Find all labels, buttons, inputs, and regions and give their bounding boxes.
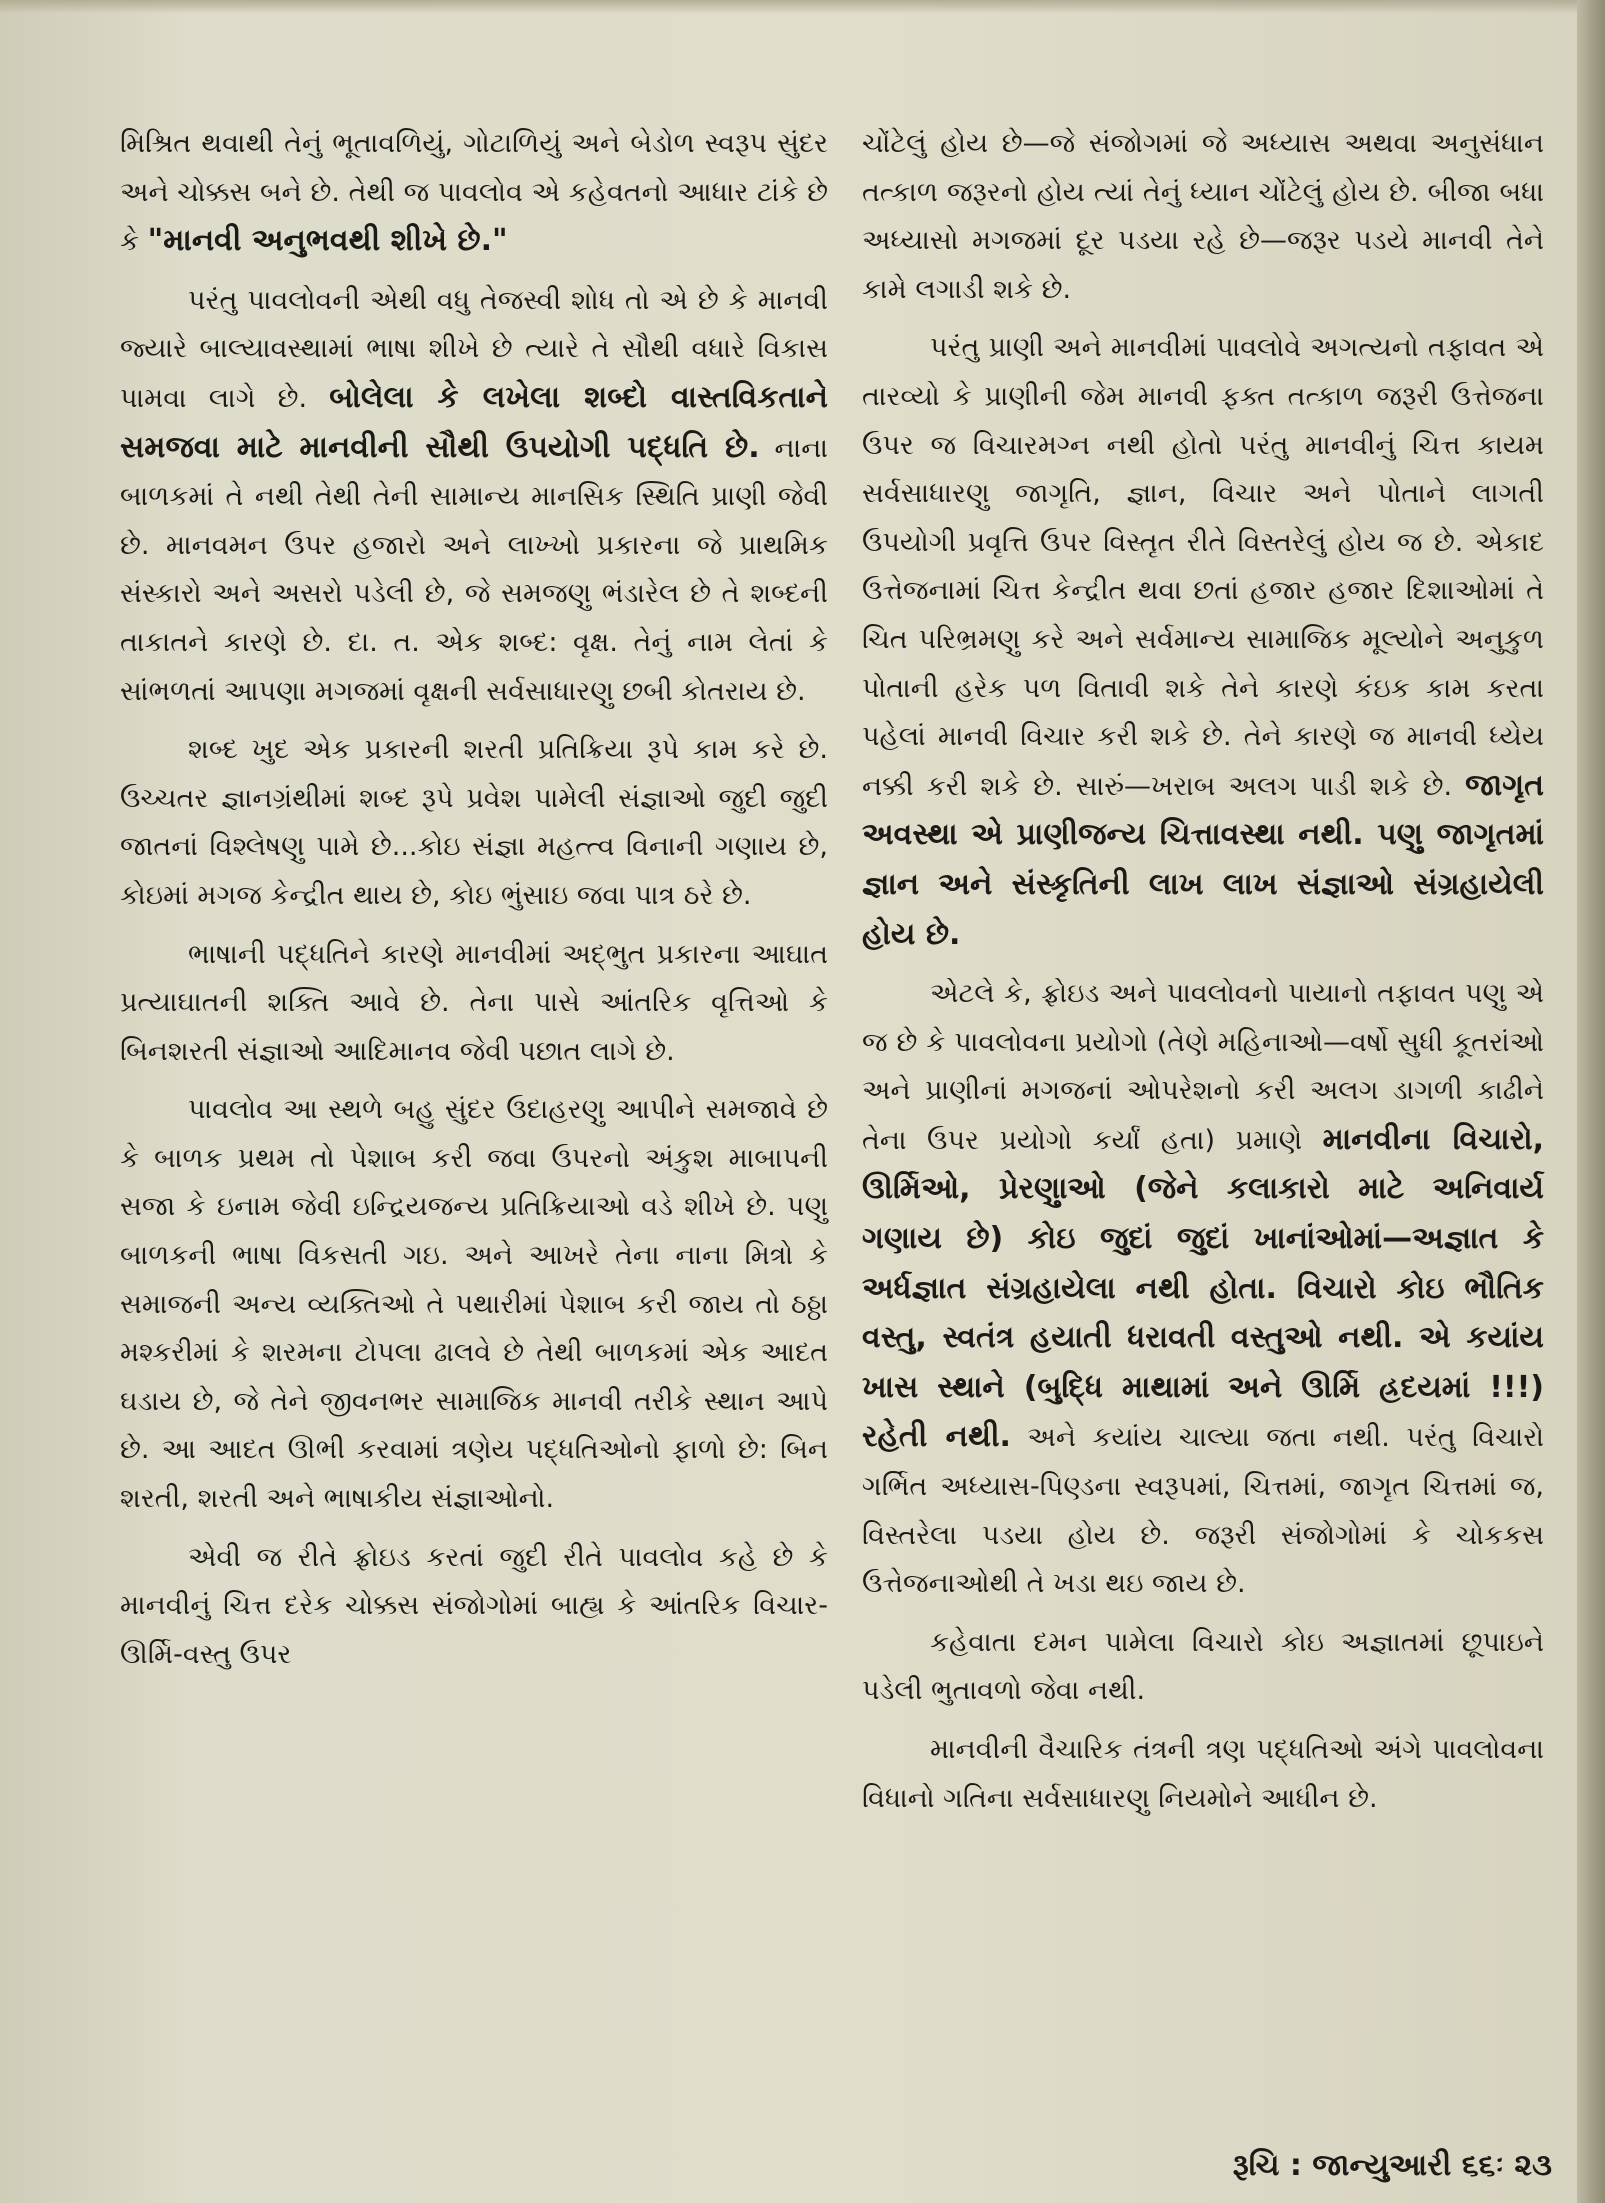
page-top-edge xyxy=(0,0,1605,14)
paragraph: મિશ્રિત થવાથી તેનું ભૂતાવળિયું, ગોટાળિયું અને બેડોળ સ્વરૂપ સુંદર અને ચોક્કસ બને છે. તેથી જ પાવલોવ એ કહેવતનો આધાર ટાંકે છે કે "માનવી અનુભવથી શીખે છે." xyxy=(120,128,828,259)
paragraph: કહેવાતા દમન પામેલા વિચારો કોઇ અજ્ઞાતમાં છૂપાઇને પડેલી ભુતાવળો જેવા નથી. xyxy=(862,1626,1544,1707)
paragraph: માનવીની વૈચારિક તંત્રની ત્રણ પદ્ધતિઓ અંગે પાવલોવના વિધાનો ગતિના સર્વસાધારણુ નિયમોને આધીન છે. xyxy=(862,1734,1544,1814)
paragraph: ચોંટેલું હોય છે—જે સંજોગમાં જે અધ્યાસ અથવા અનુસંધાન તત્કાળ જરૂરનો હોય ત્યાં તેનું ધ્યાન ચોંટેલું હોય છે. બીજા બધા અધ્યાસો મગજમાં દૂર પડયા રહે છે—જરૂર પડયે માનવી તેને કામે લગાડી શકે છે. xyxy=(862,128,1544,305)
page-footer: રૂચિ : જાન્યુઆરી ૬૬ઃ ૨૩ xyxy=(1232,2148,1552,2183)
left-column xyxy=(120,120,828,1689)
paragraph: શબ્દ ખુદ એક પ્રકારની શરતી પ્રતિક્રિયા રૂપે કામ કરે છે. ઉચ્ચતર જ્ઞાનગ્રંથીમાં શબ્દ રૂપે પ્રવેશ પામેલી સંજ્ઞાઓ જુદી જુદી જાતનાં વિશ્લેષણુ પામે છે...કોઇ સંજ્ઞા મહત્ત્વ વિનાની ગણાય છે, કોઇમાં મગજ કેન્દ્રીત થાય છે, કોઇ ભુંસાઇ જવા પાત્ર ઠરે છે. xyxy=(120,734,828,911)
page-right-edge xyxy=(1577,0,1605,2203)
paragraph: પાવલોવ આ સ્થળે બહુ સુંદર ઉદાહરણુ આપીને સમજાવે છે કે બાળક પ્રથમ તો પેશાબ કરી જવા ઉપરનો અંકુશ માબાપની સજા કે ઇનામ જેવી ઇન્દ્રિયજન્ય પ્રતિક્રિયાઓ વડે શીખે છે. પણુ બાળકની ભાષા વિકસતી ગઇ. અને આખરે તેના નાના મિત્રો કે સમાજની અન્ય વ્યક્તિઓ તે પથારીમાં પેશાબ કરી જાય તો ઠઠ્ઠા મશ્કરીમાં કે શરમના ટોપલા ઢાલવે છે તેથી બાળકમાં એક આદત ઘડાય છે, જે તેને જીવનભર સામાજિક માનવી તરીકે સ્થાન આપે છે. આ આદત ઊભી કરવામાં ત્રણેય પદ્ધતિઓનો ફાળો છે: બિન શરતી, શરતી અને ભાષાકીય સંજ્ઞાઓનો. xyxy=(120,1094,828,1515)
right-column xyxy=(862,120,1544,1833)
paragraph: પરંતુ પ્રાણી અને માનવીમાં પાવલોવે અગત્યનો તફાવત એ તારવ્યો કે પ્રાણીની જેમ માનવી ફક્ત તત્કાળ જરૂરી ઉત્તેજના ઉપર જ વિચારમગ્ન નથી હોતો પરંતુ માનવીનું ચિત્ત કાયમ સર્વસાધારણુ જાગૃતિ, જ્ઞાન, વિચાર અને પોતાને લાગતી ઉપયોગી પ્રવૃત્તિ ઉપર વિસ્તૃત રીતે વિસ્તરેલું હોય જ છે. એકાદ ઉત્તેજનામાં ચિત્ત કેન્દ્રીત થવા છતાં હજાર હજાર દિશાઓમાં તે ચિત પરિભ્રમણુ કરે અને સર્વમાન્ય સામાજિક મૂલ્યોને અનુકુળ પોતાની હરેક પળ વિતાવી શકે તેને કારણે કંઇક કામ કરતા પહેલાં માનવી વિચાર કરી શકે છે. તેને કારણે જ માનવી ધ્યેય નક્કી કરી શકે છે. સારું—ખરાબ અલગ પાડી શકે છે. જાગૃત અવસ્થા એ પ્રાણીજન્ય ચિત્તાવસ્થા નથી. પણુ જાગૃતમાં જ્ઞાન અને સંસ્કૃતિની લાખ લાખ સંજ્ઞાઓ સંગ્રહાયેલી હોય છે. xyxy=(862,332,1544,952)
paragraph: ભાષાની પદ્ધતિને કારણે માનવીમાં અદ્ભુત પ્રકારના આઘાત પ્રત્યાઘાતની શક્તિ આવે છે. તેના પાસે આંતરિક વૃત્તિઓ કે બિનશરતી સંજ્ઞાઓ આદિમાનવ જેવી પછાત લાગે છે. xyxy=(120,938,828,1067)
paragraph: પરંતુ પાવલોવની એથી વધુ તેજસ્વી શોધ તો એ છે કે માનવી જ્યારે બાલ્યાવસ્થામાં ભાષા શીખે છે ત્યારે તે સૌથી વધારે વિકાસ પામવા લાગે છે. બોલેલા કે લખેલા શબ્દો વાસ્તવિકતાને સમજવા માટે માનવીની સૌથી ઉપયોગી પદ્ધતિ છે. નાના બાળકમાં તે નથી તેથી તેની સામાન્ય માનસિક સ્થિતિ પ્રાણી જેવી છે. માનવમન ઉપર હજારો અને લાખ્ખો પ્રકારના જે પ્રાથમિક સંસ્કારો અને અસરો પડેલી છે, જે સમજણુ ભંડારેલ છે તે શબ્દની તાકાતને કારણે છે. દા. ત. એક શબ્દ: વૃક્ષ. તેનું નામ લેતાં કે સાંભળતાં આપણા મગજમાં વૃક્ષની સર્વસાધારણુ છબી કોતરાય છે. xyxy=(120,284,829,707)
paragraph: એટલે કે, ફ્રોઇડ અને પાવલોવનો પાયાનો તફાવત પણુ એ જ છે કે પાવલોવના પ્રયોગો (તેણે મહિનાઓ—વર્ષો સુધી કૂતરાંઓ અને પ્રાણીનાં મગજનાં ઓપરેશનો કરી અલગ ડાગળી કાઢીને તેના ઉપર પ્રયોગો કર્યાં હતા) પ્રમાણે માનવીના વિચારો, ઊર્મિઓ, પ્રેરણુાઓ (જેને કલાકારો માટે અનિવાર્ય ગણાય છે) કોઇ જુદાં જુદાં ખાનાંઓમાં—અજ્ઞાત કે અર્ધજ્ઞાત સંગ્રહાયેલા નથી હોતા. વિચારો કોઇ ભૌતિક વસ્તુ, સ્વતંત્ર હયાતી ધરાવતી વસ્તુઓ નથી. એ કયાંય ખાસ સ્થાને (બુદ્ધિ માથામાં અને ઊર્મિ હ્રદયમાં !!!) રહેતી નથી. અને કયાંય ચાલ્યા જતા નથી. પરંતુ વિચારો ગર્ભિત અધ્યાસ-પિણ્ડના સ્વરૂપમાં, ચિત્તમાં, જાગૃત ચિત્તમાં જ, વિસ્તરેલા પડયા હોય છે. જરૂરી સંજોગોમાં કે ચોકકસ ઉત્તેજનાઓથી તે ખડા થઇ જાય છે. xyxy=(862,978,1545,1600)
paragraph: એવી જ રીતે ફ્રોઇડ કરતાં જુદી રીતે પાવલોવ કહે છે કે માનવીનું ચિત્ત દરેક ચોક્કસ સંજોગોમાં બાહ્ય કે આંતરિક વિચાર-ઊર્મિ-વસ્તુ ઉપર xyxy=(120,1541,828,1670)
